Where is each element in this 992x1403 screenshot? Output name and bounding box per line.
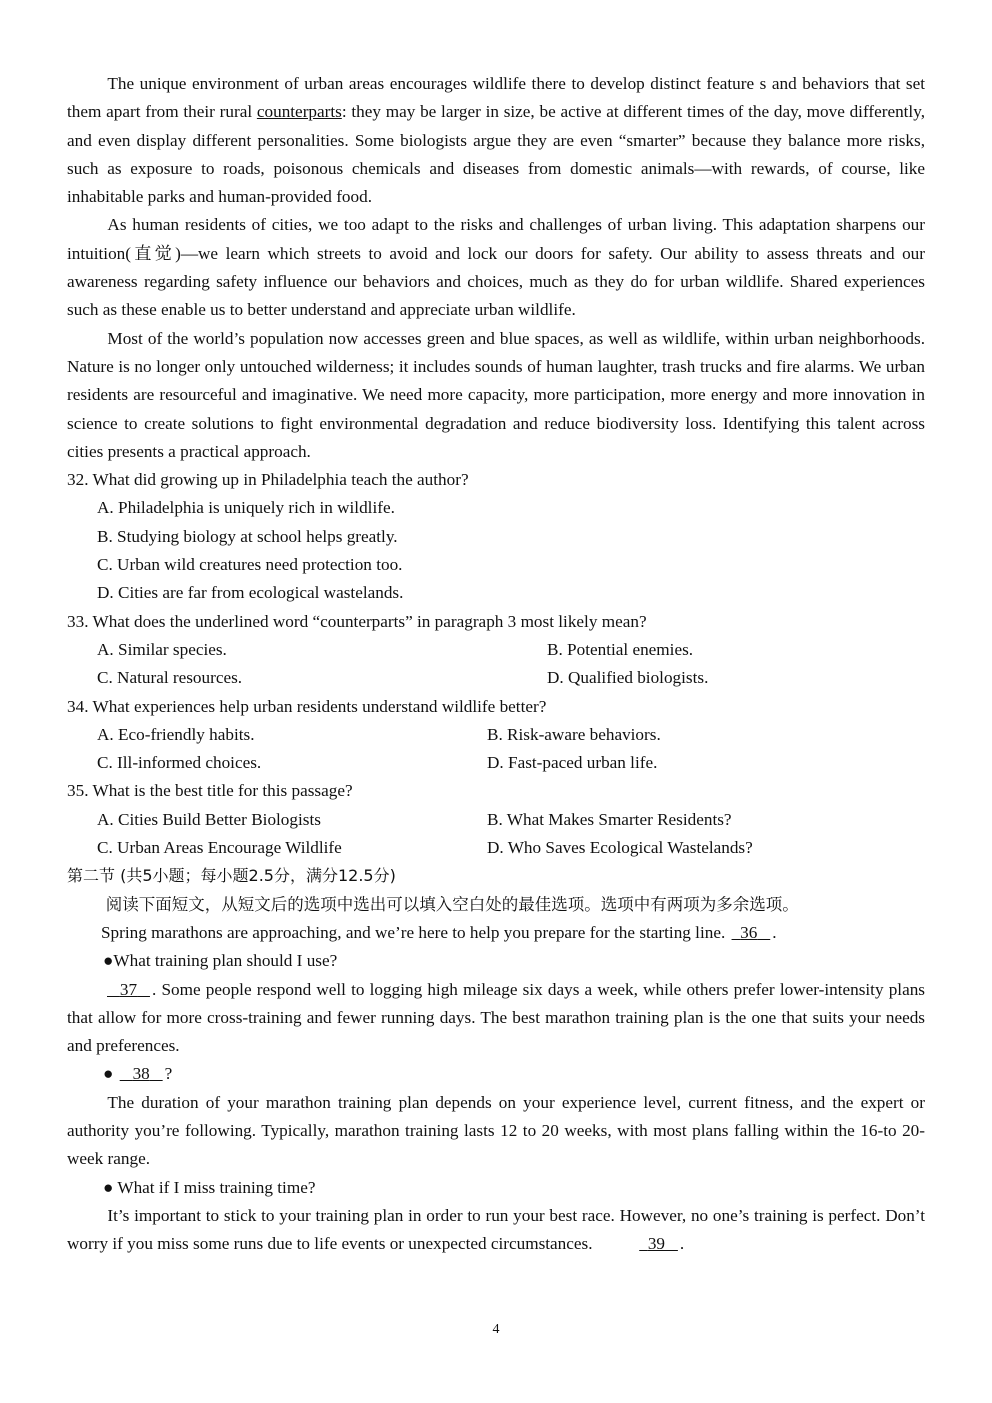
duration-paragraph: The duration of your marathon training plan depends on your experience level, current fitness, and the expert or authority you’re following. Typically, marathon training lasts 12 to 20 weeks, with most plans falling within the 16-to 20-week range. [67,1092,925,1169]
question-34-stem: 34. What experiences help urban residents understand wildlife better? [67,696,547,716]
blank-37 [105,976,152,1004]
question-33-option-b: B. Potential enemies. [547,639,694,659]
question-34-option-d: D. Fast-paced urban life. [487,753,658,773]
passage-intro-text: Spring marathons are approaching, and we’re here to help you prepare for the starting line. [101,922,726,942]
question-34-row-2 [67,749,925,777]
blank-38-number: 38 [132,1064,150,1084]
question-34-option-c: C. Ill-informed choices. [97,753,262,773]
question-33-option-c: C. Natural resources. [97,668,243,688]
section-2-heading: 第二节 (共5小题；每小题2.5分，满分12.5分) [67,866,396,886]
underlined-word: counterparts [256,102,342,122]
blank-38 [118,1060,165,1088]
bullet-heading-3: ● What if I miss training time? [103,1177,316,1197]
question-35-option-d: D. Who Saves Ecological Wastelands? [487,838,753,858]
question-32-option-c: C. Urban wild creatures need protection too. [97,555,403,575]
question-35-row-1 [67,806,925,834]
question-33-row-1 [67,636,925,664]
paragraph-1 [67,70,925,211]
question-35-option-a: A. Cities Build Better Biologists [97,809,321,829]
blank-36 [730,919,773,947]
question-34-option-a: A. Eco-friendly habits. [97,724,255,744]
passage-intro: Spring marathons are approaching, and we’re here to help you prepare for the starting line. 36 . [67,919,925,947]
bullet-icon: ● [103,1064,114,1084]
question-33-stem: 33. What does the underlined word “counterparts” in paragraph 3 most likely mean? [67,611,647,631]
bullet-heading-2 [67,1060,925,1088]
bullet-heading-1: ●What training plan should I use? [103,951,338,971]
bullet-heading-2-end: ? [164,1064,173,1084]
question-33-option-d: D. Qualified biologists. [547,668,709,688]
question-33-row-2 [67,664,925,692]
question-33-option-a: A. Similar species. [97,639,227,659]
paragraph-1-text-a: The unique environment of urban areas encourages wildlife there to develop distinct feature s and behaviors that set them apart from their rural [67,74,925,122]
question-32-option-a: A. Philadelphia is uniquely rich in wildlife. [97,498,395,518]
paragraph-3: Most of the world’s population now accesses green and blue spaces, as well as wildlife, within urban neighborhoods. Nature is no longer only untouched wilderness; it includes sounds of human laughter, trash trucks and fire alarms. We urban residents are resourceful and imaginative. We need more capacity, more participation, more energy and more innovation in science to create solutions to fight environmental degradation and reduce biodiversity loss. Identifying this talent across cities presents a practical approach. [67,328,925,461]
question-35-option-b: B. What Makes Smarter Residents? [487,809,732,829]
paragraph-1-text-b: : they may be larger in size, be active at different times of the day, move differently, and even display different personalities. Some biologists argue they are even “smarter” because they balance more risks, such as exposure to roads, poisonous chemicals and diseases from domestic animals—with rewards, of course, like inhabitable parks and human-provided food. [67,102,925,207]
miss-paragraph-text: It’s important to stick to your training plan in order to run your best race. However, no one’s training is perfect. Don’t worry if you miss some runs due to life events or unexpected circumstances. [67,1205,925,1254]
paragraph-2: As human residents of cities, we too adapt to the risks and challenges of urban living. This adaptation sharpens our intuition(直觉)—we learn which streets to avoid and lock our doors for safety. Our ability to assess threats and our awareness regarding safety influence our behaviors and choices, much as they do for urban wildlife. Shared experiences such as these enable us to better understand and appreciate urban wildlife. [67,215,925,320]
blank-37-number: 37 [119,979,138,999]
question-32-option-b: B. Studying biology at school helps greatly. [97,526,398,546]
plan-paragraph [67,976,925,1061]
question-34-option-b: B. Risk-aware behaviors. [487,724,661,744]
blank-39 [597,1230,680,1258]
question-35-option-c: C. Urban Areas Encourage Wildlife [97,838,342,858]
question-35-stem: 35. What is the best title for this passage? [67,781,353,801]
blank-39-number: 39 [647,1234,665,1254]
blank-36-number: 36 [740,922,758,942]
question-32-option-d: D. Cities are far from ecological wastelands. [97,583,404,603]
plan-paragraph-text: . Some people respond well to logging high mileage six days a week, while others prefer lower-intensity plans that allow for more cross-training and fewer running days. The best marathon training plan is the one that suits your needs and preferences. [67,979,925,1056]
page-number: 4 [492,1322,500,1337]
miss-paragraph: It’s important to stick to your training plan in order to run your best race. However, no one’s training is perfect. Don’t worry if you miss some runs due to life events or unexpected circumstances. 39 . [67,1202,925,1259]
document-page [67,70,925,1258]
question-32-stem: 32. What did growing up in Philadelphia teach the author? [67,470,469,490]
section-2-instruction: 阅读下面短文，从短文后的选项中选出可以填入空白处的最佳选项。选项中有两项为多余选项。 [105,894,799,914]
question-35-row-2 [67,834,925,862]
question-34-row-1 [67,721,925,749]
